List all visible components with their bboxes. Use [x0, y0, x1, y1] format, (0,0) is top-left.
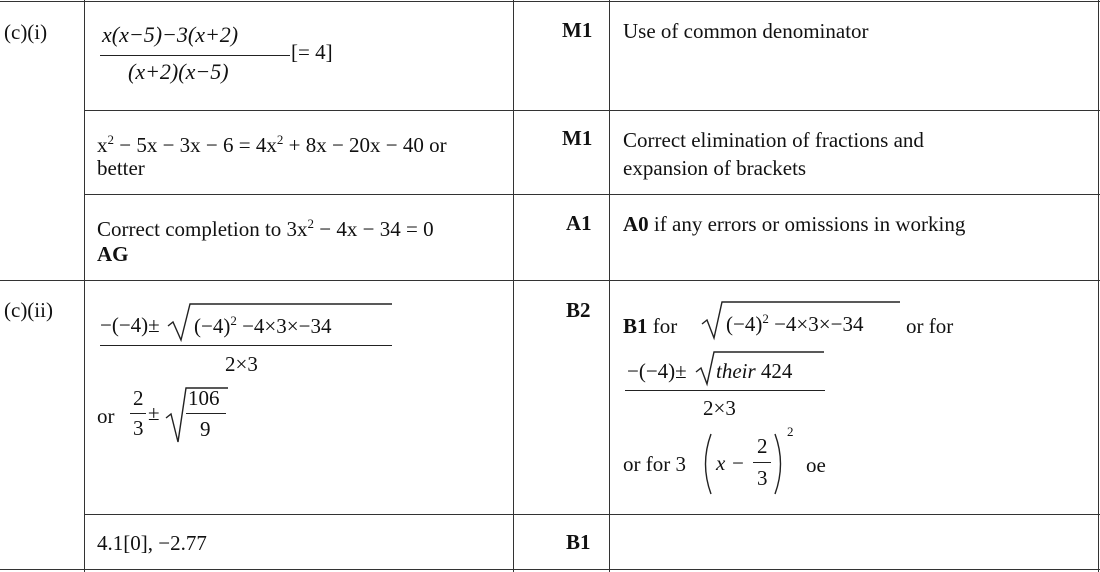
- mark-code: B1: [566, 530, 591, 554]
- answer-line: [97, 126, 447, 159]
- guidance-radicand: [726, 311, 863, 337]
- mark-code: A1: [566, 211, 592, 235]
- guidance-text: or for: [906, 314, 954, 338]
- part-label: (c)(ii): [4, 298, 53, 322]
- or-label: or: [97, 404, 115, 428]
- plus-minus: ±: [148, 401, 160, 425]
- radicand-rest: −4×3×−34: [768, 312, 864, 336]
- answer-text: Correct completion to 3x: [97, 217, 308, 241]
- fraction-bar: [753, 462, 771, 463]
- answer-superscript: 2: [107, 132, 114, 147]
- answer-superscript: 2: [307, 216, 315, 231]
- answer-text: x: [97, 133, 108, 157]
- row-border-bottom: [0, 569, 1100, 570]
- col-border: [609, 0, 610, 572]
- guidance-mark: B1: [623, 314, 648, 338]
- guidance-text: Use of common denominator: [623, 19, 869, 43]
- fraction-numerator: x(x−5)−3(x+2): [102, 22, 239, 47]
- fraction-rhs: [= 4]: [291, 40, 333, 64]
- radicand-rest: −4×3×−34: [236, 314, 332, 338]
- answer-line: better: [97, 156, 145, 180]
- row-border: [84, 514, 1100, 515]
- radicand-rest: 424: [755, 359, 793, 383]
- paren-fraction-denominator: 3: [757, 466, 768, 490]
- fraction-bar: [130, 413, 146, 414]
- radicand-base: (−4): [726, 312, 763, 336]
- mark-code: M1: [562, 126, 593, 150]
- row-border-top: [0, 1, 1100, 2]
- fraction-bar: [100, 345, 392, 346]
- or-fraction-denominator: 3: [133, 416, 144, 440]
- mark-code: B2: [566, 298, 591, 322]
- guidance-text: expansion of brackets: [623, 156, 807, 180]
- guidance-formula-numerator: −(−4)±: [627, 359, 687, 383]
- col-border: [513, 0, 514, 572]
- fraction-bar: [625, 390, 825, 391]
- answer-text: − 5x − 3x − 6 = 4x: [114, 133, 277, 157]
- or-fraction-numerator: 2: [133, 386, 144, 410]
- guidance-text: [623, 210, 965, 238]
- col-border: [84, 0, 85, 572]
- fraction-bar: [186, 413, 226, 414]
- paren-fraction-numerator: 2: [757, 434, 768, 458]
- radicand-exponent: 2: [762, 311, 769, 326]
- guidance-text: or for 3: [623, 452, 686, 476]
- paren-variable: x −: [716, 451, 745, 475]
- parenthesis-left: [699, 432, 713, 496]
- radicand-italic: their: [716, 359, 756, 383]
- guidance-mark: A0: [623, 212, 649, 236]
- radicand-base: (−4): [194, 314, 231, 338]
- answer-given-label: AG: [97, 242, 129, 266]
- row-border: [84, 194, 1100, 195]
- parenthesis-right: [773, 432, 787, 496]
- answer-line: 4.1[0], −2.77: [97, 531, 207, 555]
- root-fraction-numerator: 106: [188, 386, 220, 410]
- root-fraction-denominator: 9: [200, 417, 211, 441]
- guidance-formula-denominator: 2×3: [703, 396, 736, 420]
- part-label: (c)(i): [4, 20, 48, 44]
- answer-text: − 4x − 34 = 0: [314, 217, 434, 241]
- answer-line: [97, 210, 434, 243]
- radicand-exponent: 2: [230, 313, 237, 328]
- fraction-bar: [100, 55, 290, 56]
- mark-code: M1: [562, 18, 593, 42]
- formula-denominator: 2×3: [225, 352, 258, 376]
- formula-numerator: [100, 313, 160, 338]
- col-border: [1098, 0, 1099, 572]
- row-border: [0, 280, 1100, 281]
- guidance-oe: oe: [806, 453, 826, 477]
- paren-exponent: 2: [787, 424, 794, 439]
- guidance-text: if any errors or omissions in working: [648, 212, 966, 236]
- answer-text: + 8x − 20x − 40 or: [283, 133, 447, 157]
- guidance-radicand: [716, 359, 792, 384]
- guidance-text: Correct elimination of fractions and: [623, 128, 924, 152]
- answer-superscript: 2: [276, 132, 284, 147]
- fraction-denominator: (x+2)(x−5): [128, 59, 229, 84]
- row-border: [84, 110, 1100, 111]
- radicand: [194, 313, 331, 339]
- formula-prefix: −(−4)±: [100, 313, 160, 337]
- guidance-text: for: [647, 314, 678, 338]
- guidance-line: [623, 312, 677, 340]
